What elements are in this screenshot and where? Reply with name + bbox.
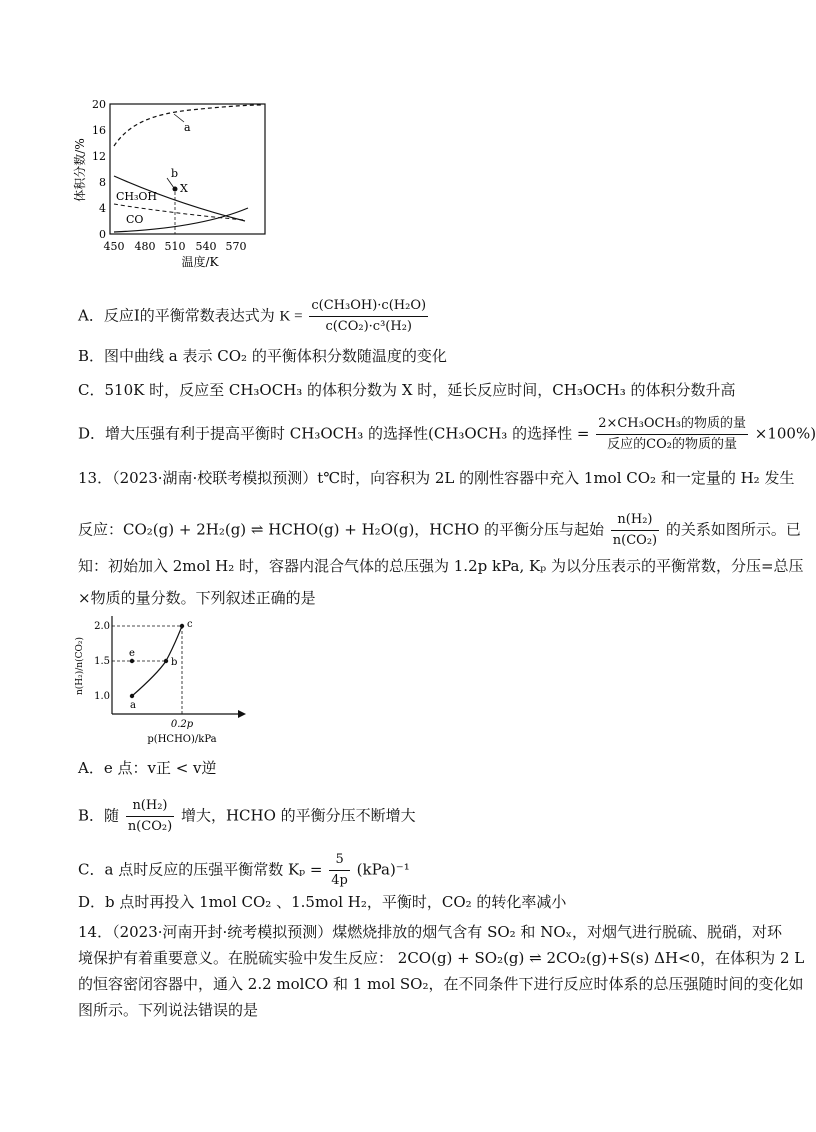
leader-a — [174, 114, 184, 122]
co-label: CO — [126, 213, 144, 226]
q13-option-b: B．随 $\frac{\text{n(H₂)}}{\text{n(CO₂)}}$ 增大，HCHO 的平衡分压不断增大 — [78, 796, 416, 837]
q14-line-4: 图所示。下列说法错误的是 — [78, 1001, 259, 1019]
point-x-label: X — [180, 182, 188, 195]
y-tick: 8 — [99, 176, 106, 189]
x-tick: 510 — [164, 240, 186, 253]
q14-line-3: 的恒容密闭容器中，通入 2.2 molCO 和 1 mol SO₂，在不同条件下进行反应时体系的总压强随时间的变化如 — [78, 975, 804, 993]
fraction-kp: $\frac{5}{4p}$ — [331, 852, 348, 888]
x-tick: 450 — [103, 240, 125, 253]
point-c-label: c — [187, 619, 193, 630]
x-tick: 0.2p — [170, 719, 194, 730]
x-axis-label: 温度/K — [181, 255, 219, 269]
y-axis-label: 体积分数/% — [73, 138, 87, 202]
y-axis-label: n(H₂)/n(CO₂) — [75, 637, 85, 695]
q14-line-2: 境保护有着重要意义。在脱硫实验中发生反应： 2CO(g) + SO₂(g) ⇌ 2CO₂(g)+S(s) ΔH<0，在体积为 2 L — [78, 949, 805, 967]
point-e — [130, 659, 134, 663]
q13-option-a: A．e 点：v正 < v逆 — [78, 759, 217, 777]
ch3oh-label: CH₃OH — [116, 190, 158, 203]
fraction-selectivity: $\frac{\text{2×CH₃OCH₃的物质的量}}{\text{反应的CO₂的物质的量}}$ — [598, 416, 746, 452]
x-tick: 570 — [225, 240, 247, 253]
point-b-label: b — [171, 657, 178, 668]
point-a-label: a — [130, 700, 136, 711]
y-tick: 2.0 — [94, 621, 110, 632]
y-tick: 0 — [99, 228, 106, 241]
y-tick: 4 — [99, 202, 106, 215]
q12-option-b: B．图中曲线 a 表示 CO₂ 的平衡体积分数随温度的变化 — [78, 347, 447, 365]
fraction-k: $\frac{\text{c(CH₃OH)·c(H₂O)}}{\text{c(CO₂)·c³(H₂)}}$ — [311, 298, 427, 334]
q13-line-2: 反应：CO₂(g) + 2H₂(g) ⇌ HCHO(g) + H₂O(g)，HCHO 的平衡分压与起始 $\frac{\text{n(H₂)}}{\text{n(CO₂)}}$ 的关系如图所示。已 — [78, 510, 801, 551]
q14-line-1: 14．（2023·河南开封·统考模拟预测）煤燃烧排放的烟气含有 SO₂ 和 NOₓ，对烟气进行脱硫、脱硝，对环 — [78, 923, 782, 941]
point-a — [130, 694, 134, 698]
q12-option-d: D．增大压强有利于提高平衡时 CH₃OCH₃ 的选择性(CH₃OCH₃ 的选择性 = $\frac{\text{2×CH₃OCH₃的物质的量}}{\text{反应的CO₂的物质的量}}$ ×100%) — [78, 414, 816, 455]
q13-option-d: D．b 点时再投入 1mol CO₂ 、1.5mol H₂，平衡时，CO₂ 的转化率减小 — [78, 893, 567, 911]
y-tick: 20 — [92, 98, 106, 111]
y-tick: 1.5 — [94, 656, 110, 667]
curve-b-label: b — [171, 167, 179, 180]
x-axis-label: p(HCHO)/kPa — [147, 734, 217, 745]
q13-option-c: C．a 点时反应的压强平衡常数 Kₚ = $\frac{5}{4p}$ (kPa)⁻¹ — [78, 850, 410, 891]
figure-volume-fraction-vs-temperature — [70, 92, 280, 272]
q12-option-a: A．反应Ⅰ的平衡常数表达式为 K = $\frac{\text{c(CH₃OH)·c(H₂O)}}{\text{c(CO₂)·c³(H₂)}}$ — [78, 296, 430, 337]
q13-line-3: 知：初始加入 2mol H₂ 时，容器内混合气体的总压强为 1.2p kPa, Kₚ 为以分压表示的平衡常数，分压=总压 — [78, 557, 804, 575]
x-tick-labels — [104, 240, 247, 253]
curve-a-label: a — [184, 121, 191, 134]
y-tick-labels — [92, 98, 106, 241]
point-e-label: e — [129, 648, 135, 659]
x-axis-arrow — [238, 710, 246, 718]
y-tick: 1.0 — [94, 691, 110, 702]
q13-line-1: 13．（2023·湖南·校联考模拟预测）t℃时，向容积为 2L 的刚性容器中充入 1mol CO₂ 和一定量的 H₂ 发生 — [78, 469, 795, 487]
q13-line-4: ×物质的量分数。下列叙述正确的是 — [78, 589, 316, 607]
point-x — [173, 187, 178, 192]
point-c — [180, 624, 184, 628]
figure-ratio-vs-p-hcho — [70, 612, 260, 752]
y-tick: 12 — [92, 150, 106, 163]
y-tick-labels — [94, 621, 110, 702]
q12-option-c: C．510K 时，反应至 CH₃OCH₃ 的体积分数为 X 时，延长反应时间，CH₃OCH₃ 的体积分数升高 — [78, 381, 736, 399]
fraction-ratio: $\frac{\text{n(H₂)}}{\text{n(CO₂)}}$ — [612, 512, 658, 548]
fraction-ratio-b: $\frac{\text{n(H₂)}}{\text{n(CO₂)}}$ — [127, 798, 173, 834]
point-b — [164, 659, 168, 663]
x-tick: 480 — [134, 240, 156, 253]
y-tick: 16 — [92, 124, 106, 137]
x-tick: 540 — [195, 240, 217, 253]
